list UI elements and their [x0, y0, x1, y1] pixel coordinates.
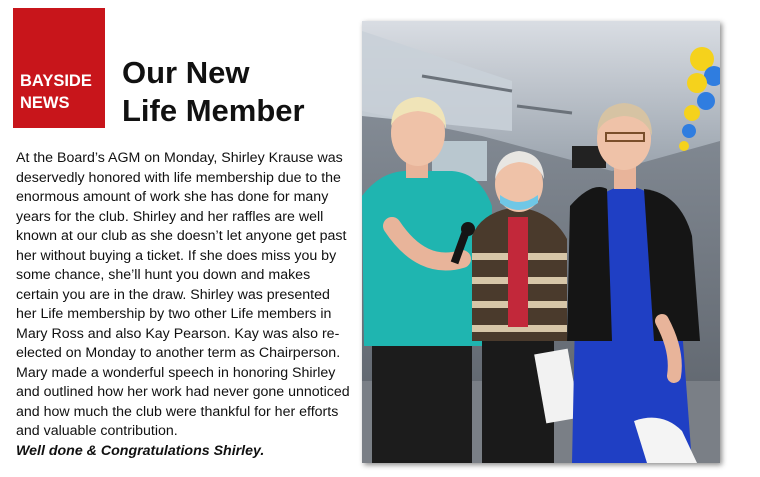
headline [122, 54, 342, 130]
balloon-yellow-3 [684, 105, 700, 121]
article-signoff: Well done & Congratulations Shirley. [16, 442, 265, 459]
balloon-blue-3 [682, 124, 696, 138]
headline-line-2: Life Member [122, 93, 305, 128]
balloon-blue-2 [697, 92, 715, 110]
badge-line-2: NEWS [20, 94, 70, 112]
balloon-yellow-2 [687, 73, 707, 93]
article-body [16, 149, 354, 461]
article-paragraph-2: Mary made a wonderful speech in honoring Shirley and outlined how her work had never gone unnoticed and how much the club were thankful for her efforts and valuable contribution. [16, 364, 350, 439]
bayside-news-badge [13, 8, 105, 128]
headline-line-1: Our New [122, 55, 250, 90]
badge-line-1: BAYSIDE [20, 72, 92, 90]
article-paragraph-1: At the Board’s AGM on Monday, Shirley Krause was deservedly honored with life membership due to the enormous amount of work she has done for many years for the club. Shirley and her raffles are well known at our club as she doesn’t let anyone get past her without buying a ticket. If she does miss you by some chance, she’ll hunt you down and makes certain you are in the draw. Shirley was presented her Life membership by two other Life members in Mary Ross and also Kay Pearson. Kay was also re-elected on Monday to another term as Chairperson. [16, 150, 347, 361]
award-photo [362, 21, 720, 463]
balloon-yellow-4 [679, 141, 689, 151]
